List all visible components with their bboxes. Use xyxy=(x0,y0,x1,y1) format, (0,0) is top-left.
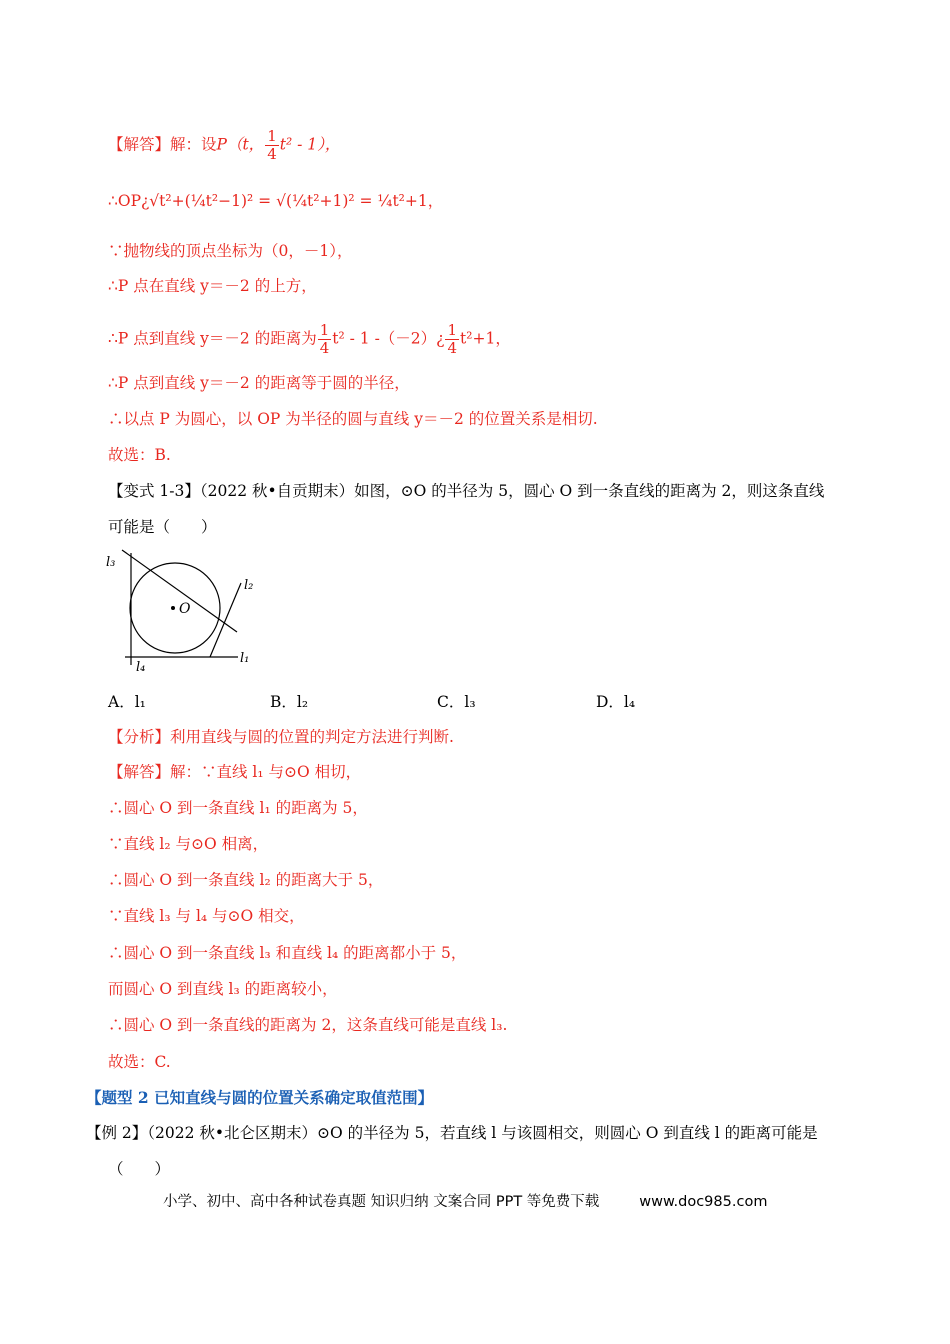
label-l3: l₃ xyxy=(106,555,116,570)
solution-label: 【解答】解：设 xyxy=(108,135,217,154)
question-title: 【变式 1-3】（2022 秋•自贡期末）如图，⊙O 的半径为 5，圆心 O 到一条直线的距离为 2，则这条直线 xyxy=(108,482,825,500)
solution-line-4: ∴P 点在直线 y＝－2 的上方， xyxy=(108,277,317,295)
label-l2: l₂ xyxy=(244,578,254,593)
solution-line-6: ∴P 点到直线 y＝－2 的距离等于圆的半径， xyxy=(108,374,410,392)
frac-den: 4 xyxy=(447,339,458,357)
solution2-line-4: ∴圆心 O 到一条直线 l₂ 的距离大于 5， xyxy=(108,871,384,889)
solution2-line-6: ∴圆心 O 到一条直线 l₃ 和直线 l₄ 的距离都小于 5， xyxy=(108,944,467,962)
frac-num: 1 xyxy=(447,321,458,339)
analysis-line: 【分析】利用直线与圆的位置的判定方法进行判断. xyxy=(108,728,454,746)
frac-num: 1 xyxy=(319,321,330,339)
point-p: P（t， xyxy=(216,135,265,154)
expr: t² - 1 -（－2）¿ xyxy=(332,329,445,348)
geometry-figure xyxy=(100,545,270,675)
solution2-line-1: 【解答】解：∵直线 l₁ 与⊙O 相切， xyxy=(108,763,362,781)
solution2-line-7: 而圆心 O 到直线 l₃ 的距离较小， xyxy=(108,980,338,998)
solution2-line-3: ∵直线 l₂ 与⊙O 相离， xyxy=(108,835,269,853)
center-dot xyxy=(171,606,175,610)
label-l4: l₄ xyxy=(136,660,146,675)
option-a: A．l₁ xyxy=(108,693,146,711)
label-o: O xyxy=(179,601,191,617)
solution-line-5 xyxy=(108,322,511,357)
option-c: C．l₃ xyxy=(437,693,476,711)
text: ∴P 点到直线 y＝－2 的距离为 xyxy=(108,329,317,348)
option-b: B．l₂ xyxy=(270,693,309,711)
option-d: D．l₄ xyxy=(596,693,636,711)
question-title-cont: 可能是（ ） xyxy=(108,518,217,536)
section-heading: 【题型 2 已知直线与圆的位置关系确定取值范围】 xyxy=(86,1088,434,1107)
line-l2 xyxy=(210,583,241,657)
solution2-line-9: 故选：C. xyxy=(108,1053,171,1071)
solution-line-7: ∴以点 P 为圆心，以 OP 为半径的圆与直线 y＝－2 的位置关系是相切. xyxy=(108,410,598,428)
frac-den: 4 xyxy=(267,145,277,163)
fraction xyxy=(265,128,279,163)
example-title-cont: （ ） xyxy=(108,1160,171,1178)
solution2-line-2: ∴圆心 O 到一条直线 l₁ 的距离为 5， xyxy=(108,799,368,817)
expr: t²+1， xyxy=(460,329,511,348)
frac-num: 1 xyxy=(267,127,277,145)
label-l1: l₁ xyxy=(240,651,250,666)
fraction xyxy=(445,322,459,357)
solution-line-3: ∵抛物线的顶点坐标为（0，－1）， xyxy=(108,242,353,260)
page-footer xyxy=(163,1190,767,1211)
solution-line-8: 故选：B. xyxy=(108,446,171,464)
line-l3 xyxy=(122,550,237,632)
solution-line-1 xyxy=(108,128,340,163)
footer-text: 小学、初中、高中各种试卷真题 知识归纳 文案合同 PPT 等免费下载 xyxy=(163,1194,600,1210)
expr: t² - 1）， xyxy=(279,135,341,154)
frac-den: 4 xyxy=(319,339,330,357)
example-title: 【例 2】（2022 秋•北仑区期末）⊙O 的半径为 5，若直线 l 与该圆相交，则圆心 O 到直线 l 的距离可能是 xyxy=(86,1124,818,1142)
solution2-line-5: ∵直线 l₃ 与 l₄ 与⊙O 相交， xyxy=(108,907,305,925)
fraction xyxy=(318,322,332,357)
solution2-line-8: ∴圆心 O 到一条直线的距离为 2，这条直线可能是直线 l₃. xyxy=(108,1016,508,1034)
footer-url[interactable]: www.doc985.com xyxy=(639,1194,768,1210)
solution-line-2: ∴OP¿√t²+(¼t²−1)² = √(¼t²+1)² = ¼t²+1， xyxy=(108,192,444,210)
